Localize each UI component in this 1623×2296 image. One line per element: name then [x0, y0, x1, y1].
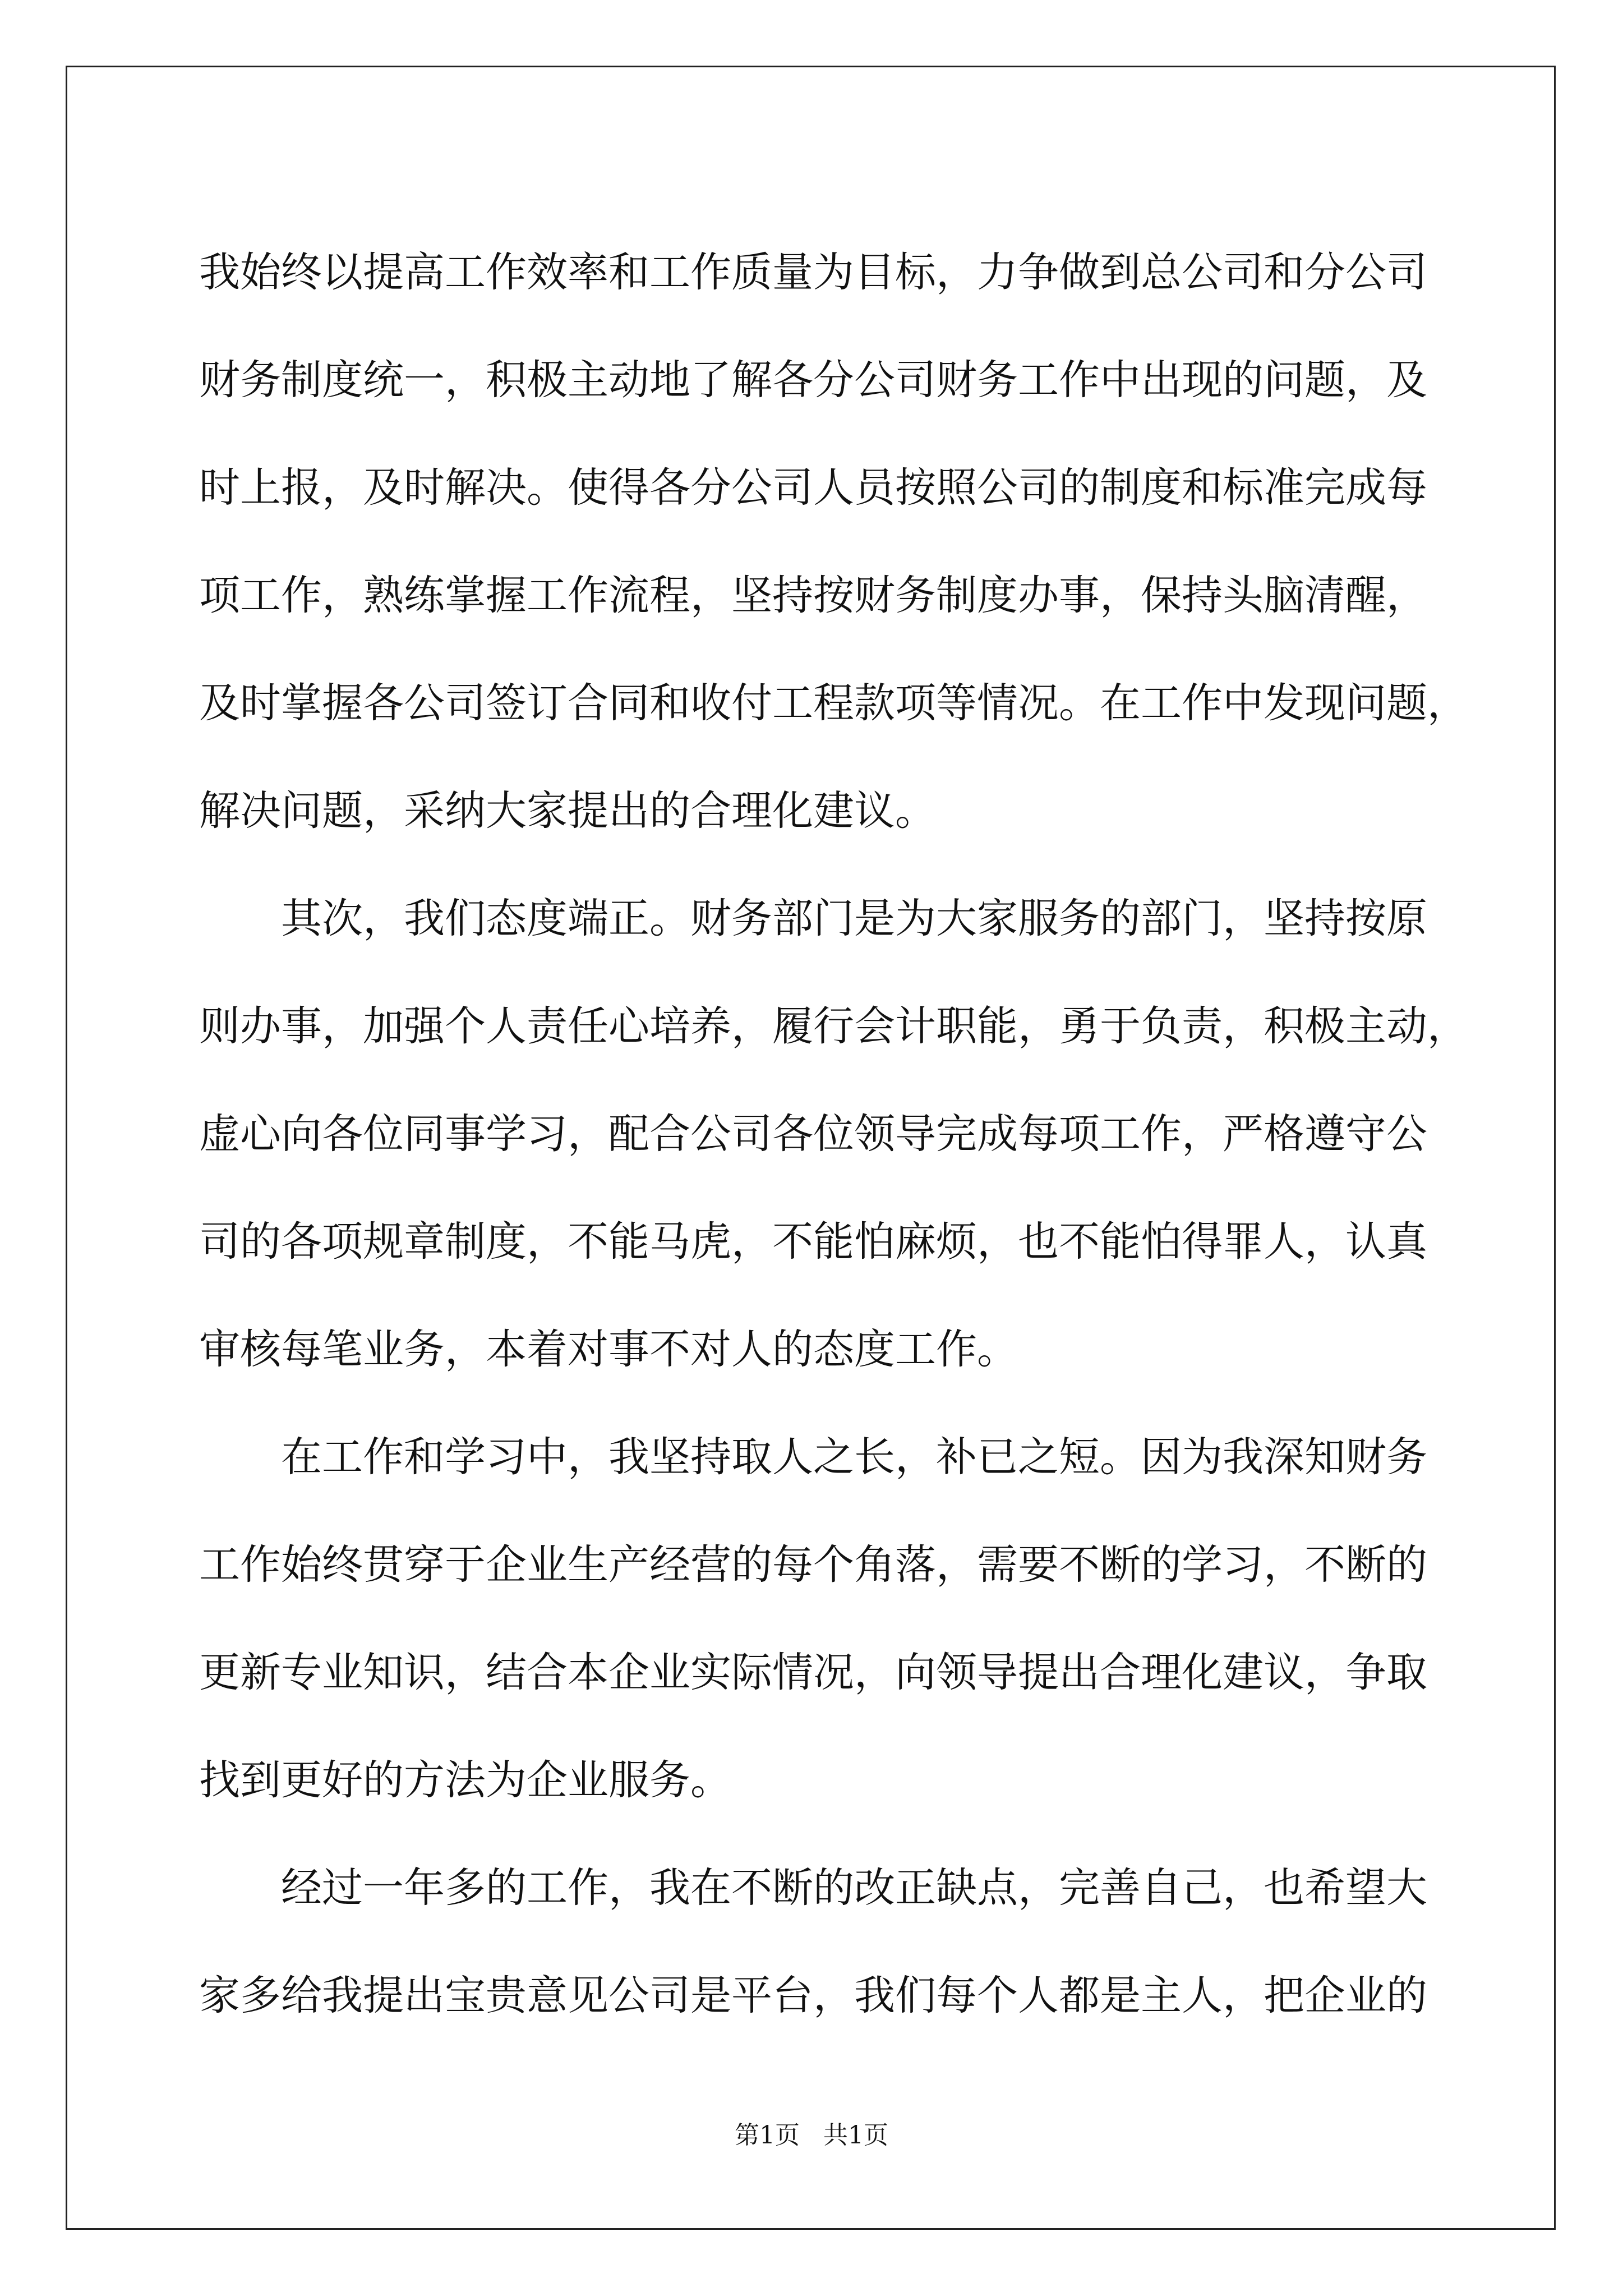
document-body: [199, 219, 1468, 2050]
text-line: 时上报，及时解决。使得各分公司人员按照公司的制度和标准完成每: [199, 464, 1427, 512]
paragraph-first-line: 其次，我们态度端正。财务部门是为大家服务的部门，坚持按原: [281, 895, 1427, 942]
paragraph-first-line: 在工作和学习中，我坚持取人之长，补已之短。因为我深知财务: [281, 1433, 1427, 1481]
paragraph-first-line: 经过一年多的工作，我在不断的改正缺点，完善自己，也希望大: [281, 1864, 1427, 1912]
text-line: 更新专业知识，结合本企业实际情况，向领导提出合理化建议，争取: [199, 1649, 1427, 1696]
text-line: 我始终以提高工作效率和工作质量为目标，力争做到总公司和分公司: [199, 249, 1427, 296]
text-line: 审核每笔业务，本着对事不对人的态度工作。: [199, 1326, 1018, 1373]
page-number: 第1页: [735, 2121, 800, 2150]
text-line: 项工作，熟练掌握工作流程，坚持按财务制度办事，保持头脑清醒，: [199, 572, 1427, 619]
text-line: 司的各项规章制度，不能马虎，不能怕麻烦，也不能怕得罪人，认真: [199, 1218, 1427, 1266]
text-line: 解决问题，采纳大家提出的合理化建议。: [199, 787, 936, 835]
page-footer: [0, 2115, 1623, 2151]
text-line: 及时掌握各公司签订合同和收付工程款项等情况。在工作中发现问题，: [199, 679, 1468, 727]
text-line: 则办事，加强个人责任心培养，履行会计职能，勇于负责，积极主动，: [199, 1002, 1468, 1050]
text-line: 找到更好的方法为企业服务。: [199, 1756, 731, 1804]
page-total: 共1页: [823, 2121, 888, 2150]
text-line: 虚心向各位同事学习，配合公司各位领导完成每项工作，严格遵守公: [199, 1110, 1427, 1158]
text-line: 财务制度统一，积极主动地了解各分公司财务工作中出现的问题，及: [199, 356, 1427, 404]
text-line: 家多给我提出宝贵意见公司是平台，我们每个人都是主人，把企业的: [199, 1972, 1427, 2019]
text-line: 工作始终贯穿于企业生产经营的每个角落，需要不断的学习，不断的: [199, 1541, 1427, 1589]
